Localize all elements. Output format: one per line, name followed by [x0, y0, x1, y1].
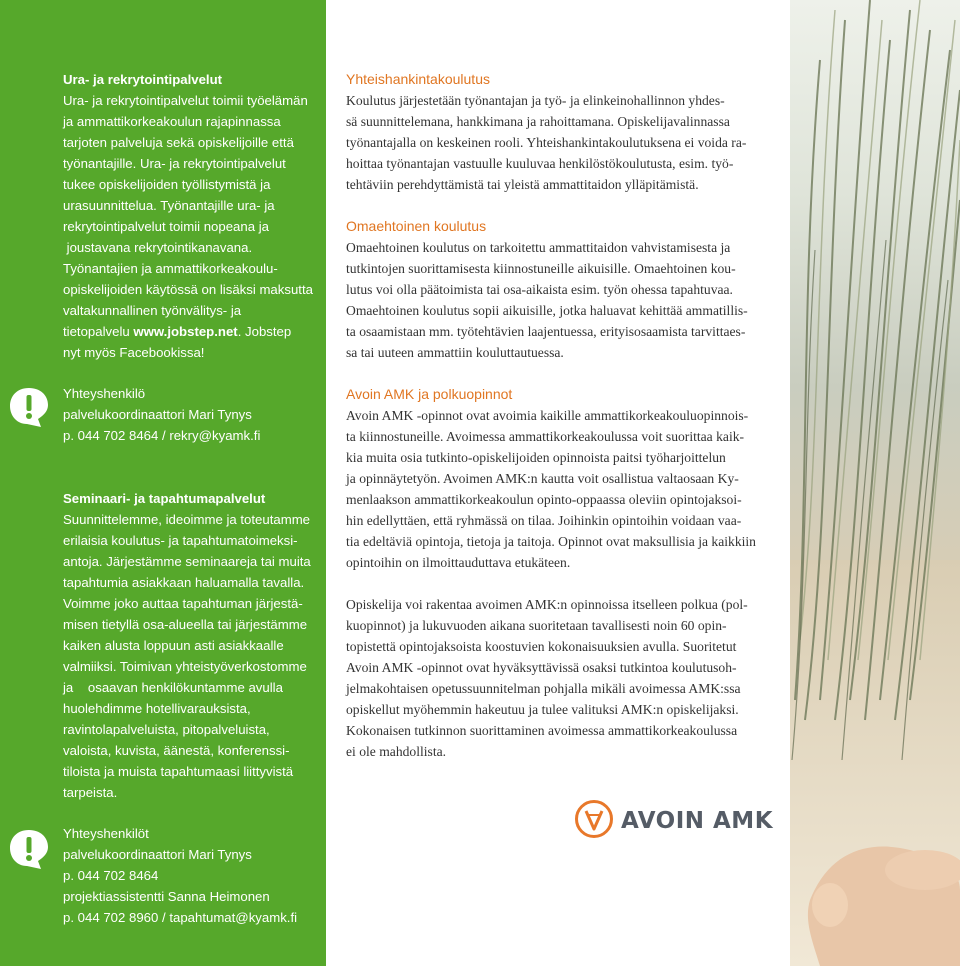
exclamation-speech-icon: [7, 827, 51, 871]
seminaari-line: Voimme joko auttaa tapahtuman järjestä-: [63, 596, 303, 611]
rekry-line: joustavana rekrytointikanavana.: [63, 240, 253, 255]
seminaari-line: Suunnittelemme, ideoimme ja toteutamme: [63, 512, 311, 527]
contact-heading: Yhteyshenkilö: [63, 386, 146, 401]
polkuopinnot-line: Opiskelija voi rakentaa avoimen AMK:n opinnoissa itselleen polkua (pol-: [346, 597, 748, 612]
avoin-amk-logo-icon: [575, 800, 613, 838]
avoin-amk-line: Avoin AMK -opinnot ovat avoimia kaikille ammattikorkeakouluopinnois-: [346, 408, 749, 423]
seminaari-line: huolehdimme hotellivarauksista,: [63, 701, 251, 716]
rekry-line: tarjoten palveluja sekä opiskelijoille että: [63, 135, 294, 150]
jobstep-link[interactable]: www.jobstep.net: [133, 324, 238, 339]
avoin-amk-line: opintoihin on ilmoittauduttava etukäteen.: [346, 555, 571, 570]
rekry-title: Ura- ja rekrytointipalvelut: [63, 72, 223, 87]
rekry-line: Työnantajien ja ammattikorkeakoulu-: [63, 261, 278, 276]
yhteishankinta-line: hoittaa työnantajan vastuulle kuuluvaa henkilöstökoulutusta, esim. työ-: [346, 156, 734, 171]
yhteishankinta-line: Koulutus järjestetään työnantajan ja työ- ja elinkeinohallinnon yhdes-: [346, 93, 725, 108]
rekry-line: työnantajille. Ura- ja rekrytointipalvelut: [63, 156, 286, 171]
polkuopinnot-line: topistettä opintojaksoista koostuvien kokonaisuuksien avulla. Suoritetut: [346, 639, 737, 654]
contact-person: palvelukoordinaattori Mari Tynys: [63, 407, 252, 422]
beach-grass-photo: [790, 0, 960, 966]
polkuopinnot-line: opiskellut myöhemmin hakeutuu ja tulee valituksi AMK:n opiskelijaksi.: [346, 702, 739, 717]
seminaari-line: tiloista ja muista tapahtumaasi liittyvistä: [63, 764, 294, 779]
avoin-amk-line: menlaakson ammattikorkeakoulun opinto-oppaassa oleviin opintojaksoi-: [346, 492, 742, 507]
avoin-amk-line: ja opinnäytetyön. Avoimen AMK:n kautta voit osallistua valtaosaan Ky-: [346, 471, 739, 486]
contact-heading: Yhteyshenkilöt: [63, 826, 149, 841]
seminaari-line: kaiken alusta loppuun asti asiakkaalle: [63, 638, 284, 653]
seminaari-line: valmiiksi. Toimivan yhteistyöverkostomme: [63, 659, 307, 674]
rekry-line: tukee opiskelijoiden työllistymistä ja: [63, 177, 271, 192]
avoin-amk-line: ta kiinnostuneille. Avoimessa ammattikorkeakoulussa voit suorittaa kaik-: [346, 429, 745, 444]
logo-text: AVOIN AMK: [621, 808, 774, 834]
rekry-contact: [63, 383, 311, 446]
avoin-amk-line: kia muita osia tutkinto-opiskelijoiden opinnoista paitsi työharjoittelun: [346, 450, 726, 465]
rekry-link-prefix: tietopalvelu: [63, 324, 134, 339]
polkuopinnot-line: Kokonaisen tutkinnon suorittaminen avoimessa ammattikorkeakoulussa: [346, 723, 738, 738]
seminaari-section: [63, 488, 311, 803]
polkuopinnot-line: jelmakohtaisen opetussuunnitelman pohjalla mikäli avoimessa AMK:ssa: [346, 681, 741, 696]
yhteishankinta-line: työnantajalla on keskeinen rooli. Yhteishankintakoulutuksena ei voida ra-: [346, 135, 747, 150]
avoin-amk-line: hin edellyttäen, että ryhmässä on tilaa. Joihinkin opintoihin voidaan vaa-: [346, 513, 742, 528]
tapahtuma-contact: [63, 823, 311, 928]
omaehtoinen-line: lutus voi olla päätoimista tai osa-aikaista esim. työn ohessa tapahtuvaa.: [346, 282, 733, 297]
contact-person: projektiassistentti Sanna Heimonen: [63, 889, 270, 904]
rekry-line: ja ammattikorkeakoulun rajapinnassa: [63, 114, 281, 129]
omaehtoinen-line: tutkintojen suorittamisesta kiinnostuneille aikuisille. Omaehtoinen kou-: [346, 261, 736, 276]
omaehtoinen-line: Omaehtoinen koulutus on tarkoitettu ammattitaidon vahvistamisesta ja: [346, 240, 731, 255]
seminaari-line: antoja. Järjestämme seminaareja tai muita: [63, 554, 311, 569]
omaehtoinen-section: [346, 216, 776, 363]
rekry-line: rekrytointipalvelut toimii nopeana ja: [63, 219, 269, 234]
avoin-amk-logo: [575, 795, 774, 845]
contact-phone-email[interactable]: p. 044 702 8464 / rekry@kyamk.fi: [63, 428, 261, 443]
rekry-line: Ura- ja rekrytointipalvelut toimii työelämän: [63, 93, 308, 108]
rekry-line: nyt myös Facebookissa!: [63, 345, 205, 360]
yhteishankinta-title: Yhteishankintakoulutus: [346, 71, 490, 87]
seminaari-line: tarpeista.: [63, 785, 118, 800]
avoin-amk-title: Avoin AMK ja polkuopinnot: [346, 386, 513, 402]
rekry-line-link: [63, 321, 311, 342]
grass-illustration: [790, 0, 960, 966]
rekry-line: urasuunnittelua. Työnantajille ura- ja: [63, 198, 275, 213]
polkuopinnot-line: Avoin AMK -opinnot ovat hyväksyttävissä osaksi tutkintoa koulutusoh-: [346, 660, 737, 675]
yhteishankinta-section: [346, 69, 776, 195]
avoin-amk-line: tia edeltäviä opintoja, tietoja ja taitoja. Opinnot ovat maksullisia ja kaikkiin: [346, 534, 756, 549]
yhteishankinta-line: tehtäviin perehdyttämistä tai yleistä ammattitaidon ylläpitämistä.: [346, 177, 699, 192]
rekry-line: valtakunnallinen työnvälitys- ja: [63, 303, 242, 318]
yhteishankinta-line: sä suunnittelemana, hankkimana ja rahoittamana. Opiskelijavalinnassa: [346, 114, 730, 129]
contact-phone-email[interactable]: p. 044 702 8960 / tapahtumat@kyamk.fi: [63, 910, 298, 925]
contact-phone[interactable]: p. 044 702 8464: [63, 868, 159, 883]
seminaari-line: erilaisia koulutus- ja tapahtumatoimeksi-: [63, 533, 298, 548]
omaehtoinen-line: Omaehtoinen koulutus sopii aikuisille, jotka haluavat kehittää ammatillis-: [346, 303, 748, 318]
omaehtoinen-title: Omaehtoinen koulutus: [346, 218, 487, 234]
polkuopinnot-line: ei ole mahdollista.: [346, 744, 447, 759]
exclamation-speech-icon: [7, 385, 51, 429]
rekry-section: [63, 69, 311, 363]
avoin-amk-section: [346, 384, 776, 573]
seminaari-line: tapahtumia asiakkaan haluamalla tavalla.: [63, 575, 305, 590]
omaehtoinen-line: sa tai uuteen ammattiin kouluttautuessa.: [346, 345, 564, 360]
polkuopinnot-section: [346, 594, 776, 762]
rekry-line: opiskelijoiden käytössä on lisäksi maksutta: [63, 282, 313, 297]
seminaari-line: ravintolapalveluista, pitopalveluista,: [63, 722, 270, 737]
seminaari-title: Seminaari- ja tapahtumapalvelut: [63, 491, 266, 506]
contact-person: palvelukoordinaattori Mari Tynys: [63, 847, 252, 862]
polkuopinnot-line: kuopinnot) ja lukuvuoden aikana suoritetaan tavallisesti noin 60 opin-: [346, 618, 727, 633]
seminaari-line: valoista, kuvista, äänestä, konferenssi-: [63, 743, 290, 758]
rekry-link-suffix: . Jobstep: [237, 324, 292, 339]
omaehtoinen-line: ta osaamistaan mm. työtehtävien laajentuessa, erityisosaamista tarvittaes-: [346, 324, 746, 339]
seminaari-line: ja osaavan henkilökuntamme avulla: [63, 680, 283, 695]
seminaari-line: misen tietyllä osa-alueella tai järjestämme: [63, 617, 308, 632]
